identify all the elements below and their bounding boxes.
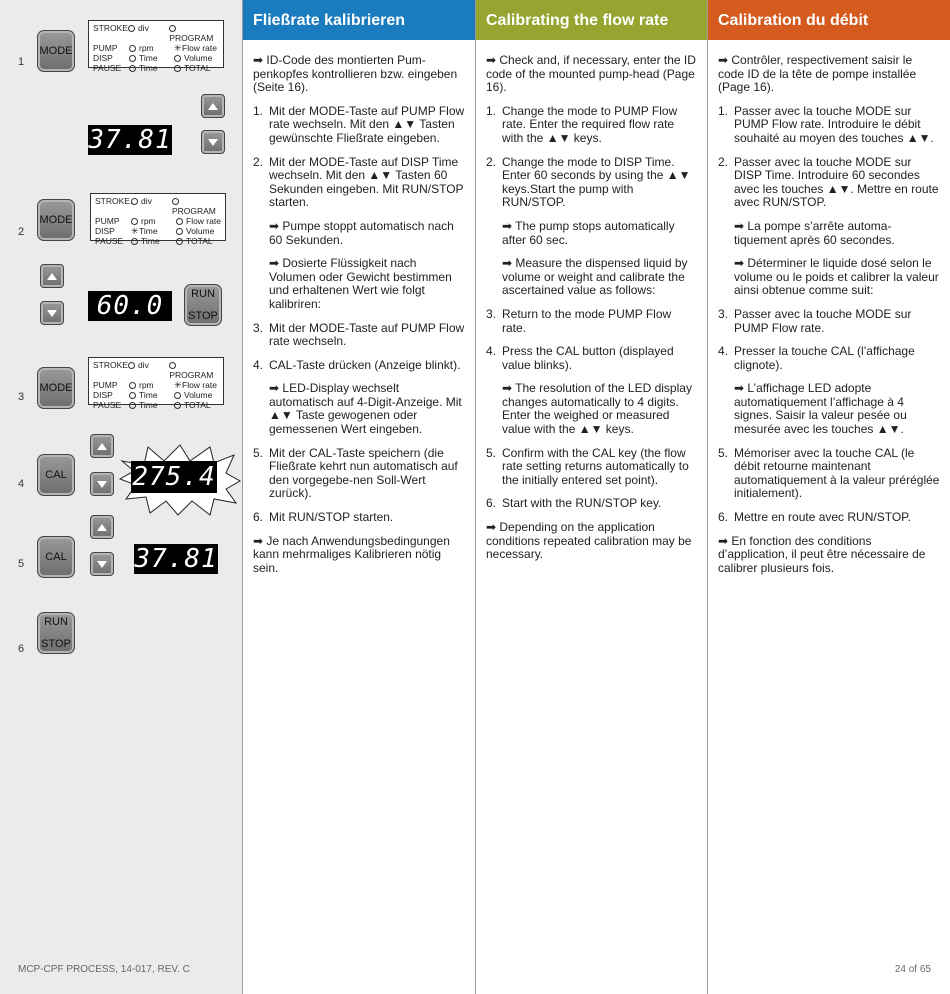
column-title: Fließrate kalibrieren bbox=[243, 0, 475, 40]
step-list bbox=[486, 105, 697, 511]
step-illustrations-panel bbox=[0, 0, 242, 994]
list-item: 2. Passer avec la touche MODE sur DISP Time. Introduire 60 secondes avec les touches ▲▼. Mettre en route avec RUN/STOP. ➡ La pompe s’arrête automa-tiquement après 60 secondes. ➡ Déterminer le liquide dosé selon le volume ou le poids et calibrer la valeur ainsi obtenue comme suit: bbox=[718, 154, 939, 298]
cal-button[interactable]: CAL bbox=[37, 454, 75, 496]
list-item: 3. Mit der MODE-Taste auf PUMP Flow rate wechseln. bbox=[253, 320, 465, 349]
french-column bbox=[707, 0, 950, 994]
up-arrow-button[interactable] bbox=[40, 264, 64, 288]
led-display: 60.0 bbox=[88, 291, 172, 321]
list-item: 3. Return to the mode PUMP Flow rate. bbox=[486, 306, 672, 335]
up-arrow-button[interactable] bbox=[201, 94, 225, 118]
up-arrow-icon bbox=[97, 524, 107, 531]
run-stop-button[interactable]: RUN STOP bbox=[37, 612, 75, 654]
led-display: 37.81 bbox=[88, 125, 172, 155]
column-title: Calibration du débit bbox=[708, 0, 950, 40]
status-indicator-panel: STROKE. div PROGRAM PUMP rpm Flow rate DISP ✳Time Volume PAUSE Time TOTAL bbox=[90, 193, 226, 241]
list-item: 5. Mit der CAL-Taste speichern (die Fließrate kehrt nun automatisch auf den vorgegebe-nen Soll-Wert zurück). bbox=[253, 445, 458, 501]
active-indicator-icon: ✳ bbox=[131, 226, 139, 236]
list-item: 4. Presser la touche CAL (l’affichage clignote). ➡ L’affichage LED adopte automatiquement l’affichage à 4 signes. Saisir la valeur pesée ou mesurée avec les touches ▲▼. bbox=[718, 344, 915, 437]
up-arrow-button[interactable] bbox=[90, 515, 114, 539]
run-stop-button[interactable]: RUN STOP bbox=[184, 284, 222, 326]
list-item: 3. Passer avec la touche MODE sur PUMP Flow rate. bbox=[718, 306, 912, 335]
mode-button[interactable]: MODE bbox=[37, 199, 75, 241]
step-number: 6 bbox=[18, 643, 25, 655]
step-list bbox=[718, 105, 941, 525]
step-number: 2 bbox=[18, 226, 25, 238]
mode-button[interactable]: MODE bbox=[37, 367, 75, 409]
step-number: 5 bbox=[18, 558, 25, 570]
down-arrow-button[interactable] bbox=[90, 472, 114, 496]
list-item: 5. Confirm with the CAL key (the flow rate setting returns automatically to the initially entered set point). bbox=[486, 445, 689, 487]
up-arrow-icon bbox=[47, 273, 57, 280]
outro-note: ➡ Depending on the application conditions repeated calibration may be necessary. bbox=[486, 520, 692, 562]
intro-note: ➡ Check and, if necessary, enter the ID code of the mounted pump-head (Page 16). bbox=[486, 53, 696, 95]
list-item: 4. Press the CAL button (displayed value blinks). ➡ The resolution of the LED display changes automatically to 4 digits. Enter the weighed or measured value with the ▲▼ keys. bbox=[486, 344, 692, 437]
page-number: 24 of 65 bbox=[894, 964, 931, 975]
down-arrow-icon bbox=[208, 139, 218, 146]
step-number: 4 bbox=[18, 478, 25, 490]
document-reference: MCP-CPF PROCESS, 14-017, REV. C bbox=[18, 964, 190, 975]
down-arrow-icon bbox=[97, 481, 107, 488]
down-arrow-icon bbox=[47, 310, 57, 317]
step-number: 1 bbox=[18, 56, 25, 68]
list-item: 1. Passer avec la touche MODE sur PUMP Flow rate. Introduire le débit souhaité au moyen des touches ▲▼. bbox=[718, 103, 934, 145]
list-item: 6. Mit RUN/STOP starten. bbox=[253, 510, 394, 525]
column-title: Calibrating the flow rate bbox=[476, 0, 707, 40]
intro-note: ➡ ID-Code des montierten Pum-penkopfes kontrollieren bzw. eingeben (Seite 16). bbox=[253, 53, 458, 95]
up-arrow-icon bbox=[97, 443, 107, 450]
status-indicator-panel: STROKE div PROGRAM PUMP rpm ✳Flow rate DISP Time Volume PAUSE Time TOTAL bbox=[88, 357, 224, 405]
list-item: 6. Start with the RUN/STOP key. bbox=[486, 496, 662, 511]
list-item: 2. Change the mode to DISP Time. Enter 60 seconds by using the ▲▼ keys.Start the pump with RUN/STOP. ➡ The pump stops automatically after 60 sec. ➡ Measure the dispensed liquid by volume or weight and calibrate the ascertained value as follows: bbox=[486, 154, 691, 298]
outro-note: ➡ Je nach Anwendungsbedingungen kann mehrmaliges Kalibrieren nötig sein. bbox=[253, 533, 450, 575]
list-item: 2. Mit der MODE-Taste auf DISP Time wechseln. Mit den ▲▼ Tasten 60 Sekunden eingeben. Mit RUN/STOP starten. ➡ Pumpe stoppt automatisch nach 60 Sekunden. ➡ Dosierte Flüssigkeit nach Volumen oder Gewicht bestimmen und erhaltenen Wert wie folgt kalibriren: bbox=[253, 154, 464, 311]
list-item: 1. Mit der MODE-Taste auf PUMP Flow rate wechseln. Mit den ▲▼ Tasten gewünschte Fließrate eingeben. bbox=[253, 103, 465, 145]
down-arrow-button[interactable] bbox=[201, 130, 225, 154]
up-arrow-button[interactable] bbox=[90, 434, 114, 458]
list-item: 5. Mémoriser avec la touche CAL (le débit retourne maintenant automatiquement à la valeur préréglée initialement). bbox=[718, 445, 940, 501]
status-indicator-panel: STROKE div PROGRAM PUMP rpm ✳Flow rate DISP Time Volume PAUSE Time TOTAL bbox=[88, 20, 224, 68]
list-item: 4. CAL-Taste drücken (Anzeige blinkt). ➡ LED-Display wechselt automatisch auf 4-Digit-Anzeige. Mit ▲▼ Taste gewogenen oder gemessenen Wert eingeben. bbox=[253, 357, 462, 437]
mode-button[interactable]: MODE bbox=[37, 30, 75, 72]
led-display: 275.4 bbox=[132, 462, 216, 492]
down-arrow-button[interactable] bbox=[40, 301, 64, 325]
step-list bbox=[253, 105, 465, 525]
step-number: 3 bbox=[18, 391, 25, 403]
list-item: 1. Change the mode to PUMP Flow rate. Enter the required flow rate with the ▲▼ keys. bbox=[486, 103, 678, 145]
outro-note: ➡ En fonction des conditions d’application, il peut être nécessaire de calibrer plusieurs fois. bbox=[718, 533, 926, 575]
intro-note: ➡ Contrôler, respectivement saisir le code ID de la tête de pompe installée (Page 16). bbox=[718, 53, 917, 95]
active-indicator-icon: ✳ bbox=[174, 43, 182, 53]
up-arrow-icon bbox=[208, 103, 218, 110]
cal-button[interactable]: CAL bbox=[37, 536, 75, 578]
down-arrow-icon bbox=[97, 561, 107, 568]
german-column bbox=[242, 0, 475, 994]
list-item: 6. Mettre en route avec RUN/STOP. bbox=[718, 510, 911, 525]
english-column bbox=[475, 0, 707, 994]
active-indicator-icon: ✳ bbox=[174, 380, 182, 390]
down-arrow-button[interactable] bbox=[90, 552, 114, 576]
led-display: 37.81 bbox=[134, 544, 218, 574]
